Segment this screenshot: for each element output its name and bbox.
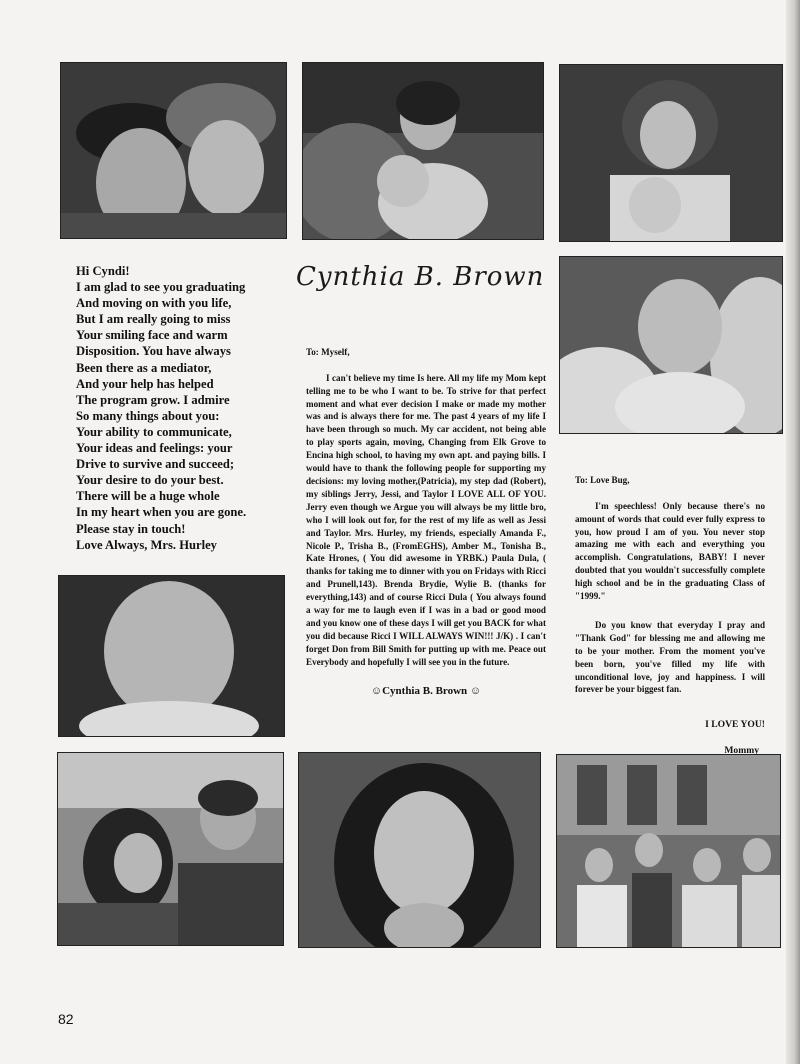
student-name-title: Cynthia B. Brown [296,262,545,292]
photo-baby-on-lace [559,256,783,434]
photo-senior-portrait [298,752,541,948]
photo-girl-with-baby [302,62,544,240]
letter-mom-paragraph-2: Do you know that everyday I pray and "Thank God" for blessing me and allowing me to be your mother. From the moment you've been born, you've filled my life with unconditional love, joy and happiness. I will forever be your biggest fan. [575,619,765,695]
photo-friends-group [556,754,781,948]
letter-mom-salutation: To: Love Bug, [575,474,630,485]
photo-cyndi-with-brother [57,752,284,946]
letter-self-signature: ☺Cynthia B. Brown ☺ [370,685,482,698]
letter-mom-paragraph-1: I'm speechless! Only because there's no amount of words that could ever fully express to you, how proud I am of you. You never stop amazing me with each and everything you accomplish. Congratulations, BABY! I never doubted that you wouldn't successfully complete high school and be in the graduating Class of "1999." [575,500,765,602]
photo-cyndi-and-hurley [60,62,287,239]
photo-smiling-baby [58,575,285,737]
letter-to-myself [306,333,546,711]
letter-mom-signature: Mommy [724,745,759,757]
letter-self-salutation: To: Myself, [306,346,350,357]
page-binding-edge [786,0,800,1064]
letter-self-body: I can't believe my time Is here. All my life my Mom kept telling me to be who I want to be. To strive for that perfect moment and what ever decision I make or made my mother was and is always there for me. The past 4 years of my life I have been through so much. My car accident, not being able to play sports again, moving, Changing from Elk Grove to Encina high school, to having my own apt. and paying bills. I would have to thank the following people for supporting my decisions: my loving mother,(Patricia), my step dad (Robert), my siblings Jerry, Jessi, and Taylor I LOVE ALL OF YOU. Jerry even though we Argue you will always be my little bro, who I will look out for, for the rest of my life as well as Jessi and Taylor. Mrs. Hurley, my friends, especially Amanda F., Nicole P., Trisha B., (FromEGHS), Amber M., Tonisha B., Kate Hrones, ( You did awesome in YRBK.) Paula Dula, ( thanks for taking me to dinner with you on Fridays with Ricci and Prunell,143). Brenda Brydie, Wylie B. (thanks for everything,143) and of course Ricci Dula ( You always found a way for me to laugh even if I was in a bad or good mood and you know one of these days I will get you BACK for what you did because Ricci I WILL ALWAYS WIN!!! J/K) . I can't forget Don from Bill Smith for putting up with me. Peace out Everybody and hopefully I will see you in the future. [306,372,546,667]
photo-mother-and-child [559,64,783,242]
letter-mom-closing: I LOVE YOU! [705,719,765,731]
letter-from-mrs-hurley: Hi Cyndi! I am glad to see you graduating And moving on with you life, But I am really going to miss Your smiling face and warm Disposition. You have always Been there as a mediator, And your help has helped The program grow. I admire So many things about you: Your ability to communicate, Your ideas and feelings: your Drive to survive and succeed; Your desire to do your best. There will be a huge whole In my heart when you are gone. Please stay in touch! Love Always, Mrs. Hurley [76,264,247,552]
page-number: 82 [58,1011,74,1027]
letter-from-mom [575,461,765,771]
